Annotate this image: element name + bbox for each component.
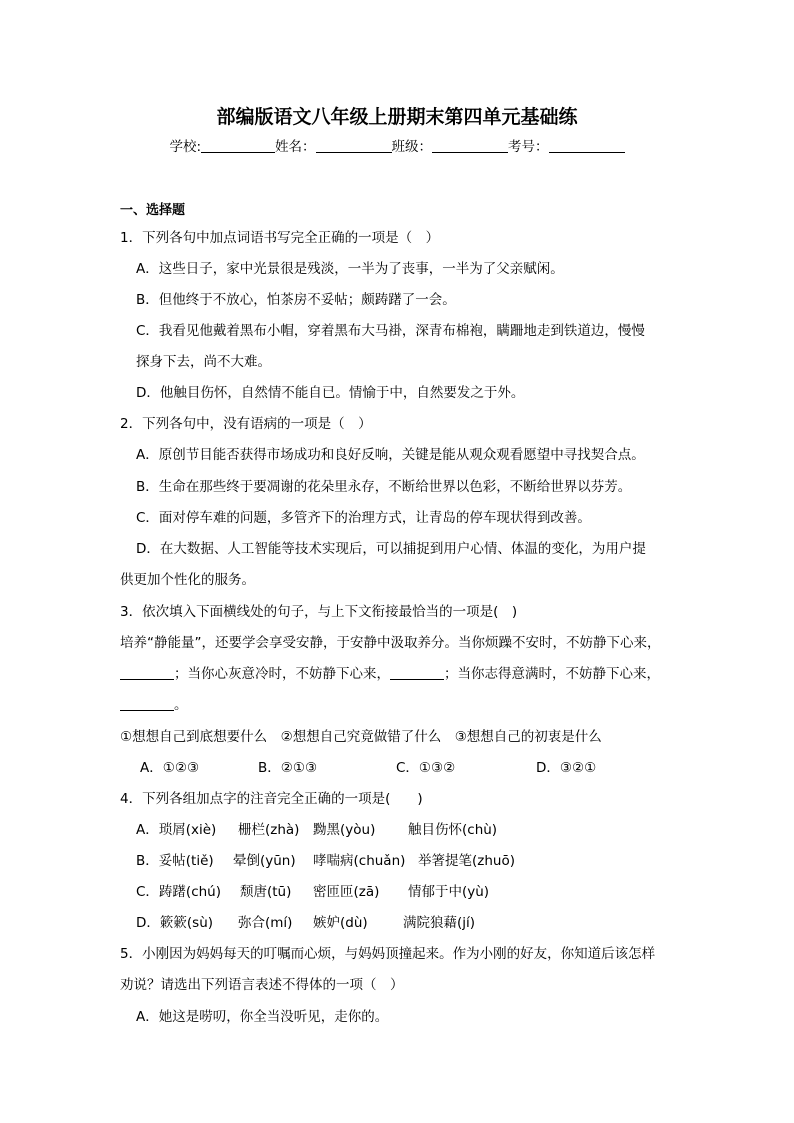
q1-option-a: A．这些日子，家中光景很是残淡，一半为了丧事，一半为了父亲赋闲。 <box>136 261 564 277</box>
q2-option-d-continued: 供更加个性化的服务。 <box>120 572 255 588</box>
q5-option-a: A．她这是唠叨，你全当没听见，走你的。 <box>136 1009 389 1025</box>
q4-option-a-3: 黝黑(yòu) <box>313 822 376 838</box>
q3-blank-2[interactable] <box>390 665 444 680</box>
q4-option-b-2: 晕倒(yūn) <box>233 853 296 869</box>
q4-option-b-4: 举箸提笔(zhuō) <box>418 853 515 869</box>
q4-option-c-2: 颓唐(tū) <box>240 884 292 900</box>
q3-passage-line3 <box>120 695 188 715</box>
q3-passage-text-b: ；当你志得意满时，不妨静下心来， <box>444 666 660 682</box>
q1-option-d: D．他触目伤怀，自然情不能自已。情愉于中，自然要发之于外。 <box>136 385 525 401</box>
page-title: 部编版语文八年级上册期末第四单元基础练 <box>216 106 578 128</box>
q4-option-a-1: A．琐屑(xiè) <box>136 822 217 838</box>
q4-option-b-3: 哮喘病(chuǎn) <box>313 853 406 869</box>
exam-number-blank[interactable] <box>549 138 625 153</box>
q2-option-b: B．生命在那些终于要凋谢的花朵里永存，不断给世界以色彩，不断给世界以芬芳。 <box>136 479 632 495</box>
q3-sentence-items: ①想想自己到底想要什么 ②想想自己究竟做错了什么 ③想想自己的初衷是什么 <box>120 729 602 745</box>
q4-option-c-1: C．踌躇(chú) <box>136 884 221 900</box>
q4-option-c-3: 密匝匝(zā) <box>313 884 380 900</box>
q3-stem: 3．依次填入下面横线处的句子，与上下文衔接最恰当的一项是( ) <box>120 604 518 620</box>
q1-option-c-continued: 探身下去，尚不大难。 <box>136 354 271 370</box>
q5-stem: 5．小刚因为妈妈每天的叮嘱而心烦，与妈妈顶撞起来。作为小刚的好友，你知道后该怎样 <box>120 946 656 962</box>
q4-option-c-4: 情郁于中(yù) <box>408 884 490 900</box>
class-label: 班级： <box>391 139 433 155</box>
q2-option-c: C．面对停车难的问题，多管齐下的治理方式，让青岛的停车现状得到改善。 <box>136 510 591 526</box>
q4-option-d-1: D．簌簌(sù) <box>136 915 214 931</box>
q3-blank-3[interactable] <box>120 696 174 711</box>
q3-passage-end: 。 <box>174 697 188 713</box>
q4-option-a-2: 栅栏(zhà) <box>238 822 300 838</box>
q4-option-d-2: 弥合(mí) <box>238 915 293 931</box>
exam-number-label: 考号： <box>508 139 549 155</box>
student-info-line <box>0 137 794 157</box>
q1-stem: 1．下列各句中加点词语书写完全正确的一项是（ ） <box>120 230 440 246</box>
q4-option-d-3: 嫉妒(dù) <box>313 915 368 931</box>
school-blank[interactable] <box>201 138 275 153</box>
q3-option-c: C．①③② <box>396 760 456 776</box>
q4-option-b-1: B．妥帖(tiě) <box>136 853 214 869</box>
q5-stem-continued: 劝说？请选出下列语言表述不得体的一项（ ） <box>120 977 404 993</box>
q4-option-a-4: 触目伤怀(chù) <box>408 822 498 838</box>
name-blank[interactable] <box>316 138 392 153</box>
q1-option-c: C．我看见他戴着黑布小帽，穿着黑布大马褂，深青布棉袍，瞒跚地走到铁道边，慢慢 <box>136 323 645 339</box>
q3-option-b: B．②①③ <box>258 760 318 776</box>
q4-option-d-4: 满院狼藉(jí) <box>403 915 476 931</box>
q3-passage-line2 <box>120 664 660 684</box>
q3-option-a: A．①②③ <box>140 760 200 776</box>
q3-passage-line1: 培养“静能量”，还要学会享受安静，于安静中汲取养分。当你烦躁不安时，不妨静下心来， <box>120 635 661 651</box>
q3-blank-1[interactable] <box>120 665 174 680</box>
q2-option-d: D．在大数据、人工智能等技术实现后，可以捕捉到用户心情、体温的变化，为用户提 <box>136 541 646 557</box>
name-label: 姓名： <box>275 139 316 155</box>
section-heading: 一、选择题 <box>120 203 186 218</box>
q2-stem: 2．下列各句中，没有语病的一项是（ ） <box>120 416 372 432</box>
school-label: 学校: <box>169 139 202 155</box>
q4-stem: 4．下列各组加点字的注音完全正确的一项是( ) <box>120 791 423 807</box>
q2-option-a: A．原创节目能否获得市场成功和良好反响，关键是能从观众观看愿望中寻找契合点。 <box>136 447 645 463</box>
class-blank[interactable] <box>432 138 508 153</box>
q1-option-b: B．但他终于不放心，怕茶房不妥帖；颇踌躇了一会。 <box>136 292 456 308</box>
q3-passage-text-a: ；当你心灰意冷时，不妨静下心来， <box>174 666 390 682</box>
q3-option-d: D．③②① <box>536 760 597 776</box>
